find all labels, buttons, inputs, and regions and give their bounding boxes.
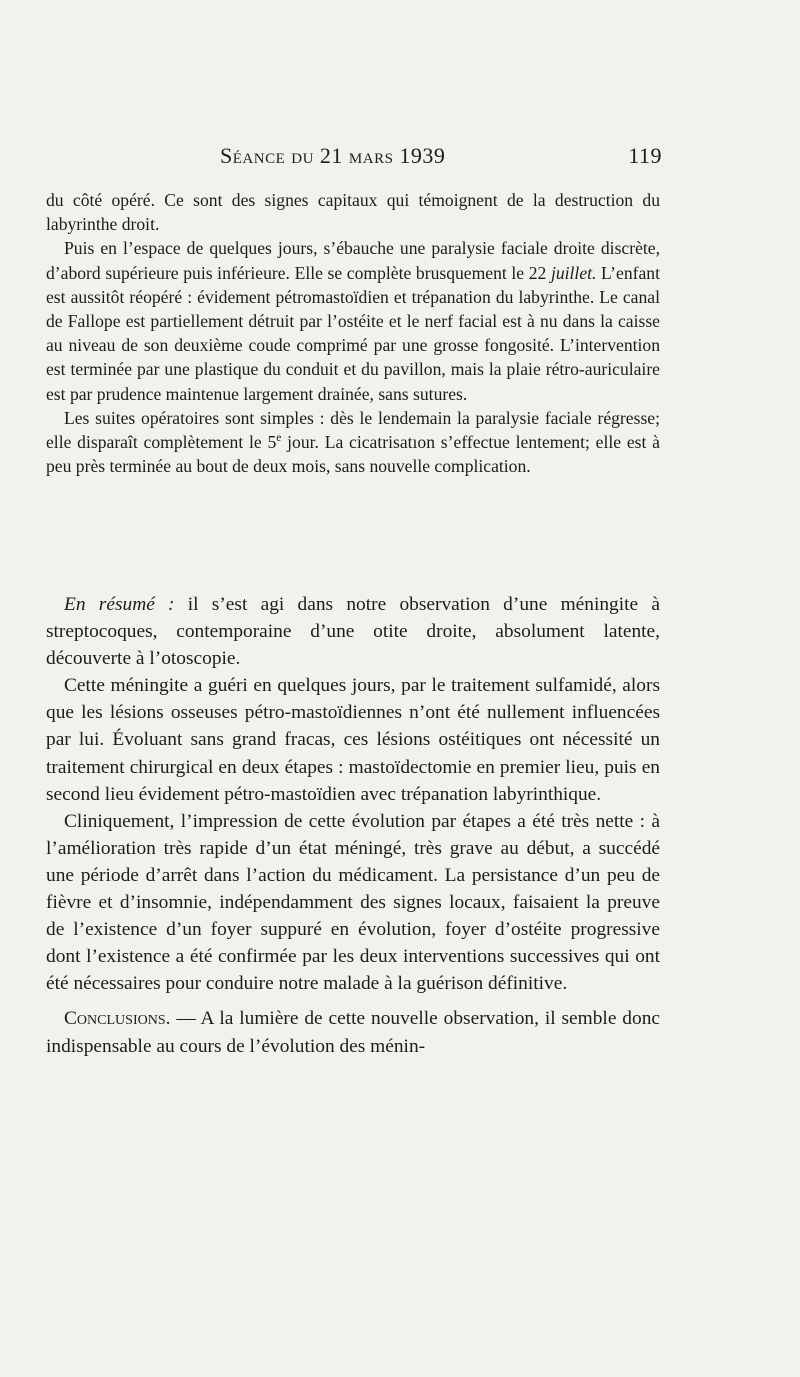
paragraph-treatment [46,672,660,807]
paragraph-facial-paralysis [46,236,660,405]
paragraph-postoperative [46,406,660,479]
paragraph-conclusions [46,1005,660,1059]
case-report-text [46,188,660,478]
paragraph-text: Cette méningite a guéri en quelques jours, par le traitement sulfamidé, alors que les lésions osseuses pétro-mastoïdiennes n’ont été nullement influencées par lui. Évoluant sans grand fracas, ces lésions ostéitiques ont nécessité un traitement chirurgical en deux étapes : mastoïdectomie en premier lieu, puis en second lieu évidement pétro-mastoïdien avec trépanation labyrinthique. [46,675,660,805]
summary-lead: En résumé : [64,594,175,615]
paragraph-text: Les suites opératoires sont simples : dès le lendemain la paralysie faciale régresse; elle disparaît complètement le 5 [46,407,660,453]
paragraph-text: du côté opéré. Ce sont des signes capitaux qui témoignent de la destruction du labyrinthe droit. [46,190,660,235]
paragraph-text: jour. La cicatrisatıon s’effectue lentement; elle est à peu près terminée au bout de deux mois, sans nouvelle complication. [46,432,660,477]
running-head [52,143,662,169]
paragraph-text: Puis en l’espace de quelques jours, s’ébauche une paralysie faciale droite discrète, d’abord supérieure puis inférieure. Elle se complète brusquement le 22 [46,238,660,283]
paragraph-text: Cliniquement, l’impression de cette évolution par étapes a été très nette : à l’amélioration très rapide d’un état méningé, très grave au début, a succédé une période d’arrêt dans l’action du médicament. La persistance d’un peu de fièvre et d’insomnie, indépendamment des signes locaux, faisaient la preuve de l’existence d’un foyer suppuré en évolution, foyer d’ostéite progressive dont l’existence a été confirmée par les deux interventions successives qui ont été nécessaires pour conduire notre malade à la guérison définitive. [46,810,660,995]
paragraph-clinical [46,808,660,998]
page-number: 119 [628,143,662,168]
paragraph-continuation [46,188,660,236]
running-head-title: Séance du 21 mars 1939 [220,143,446,168]
paragraph-text: il s’est agi dans notre observation d’une méningite à streptocoques, contemporaine d’une otite droite, absolument latente, découverte à l’otoscopie. [46,594,660,670]
paragraph-text: L’enfant est aussitôt réopéré : évidement pétromastoïdien et trépanation du labyrinthe. Le canal de Fallope est partiellement détruit par l’ostéite et le nerf facial est à nu dans la caisse au niveau de son deuxième coude comprimé par une grosse fongosité. L’intervention est terminée par une plastique du conduit et du pavillon, mais la plaie rétro-auriculaire est par prudence maintenue largement drainée, sans sutures. [46,262,660,404]
paragraph-text: — A la lumière de cette nouvelle observation, il semble donc indispensable au cours de l’évolution des ménin- [46,1008,660,1057]
discussion-text [46,591,660,1060]
paragraph-summary [46,591,660,672]
conclusions-heading: Conclusions. [64,1008,171,1030]
italic-date: juillet. [550,262,597,283]
ordinal-superscript: e [276,432,282,445]
